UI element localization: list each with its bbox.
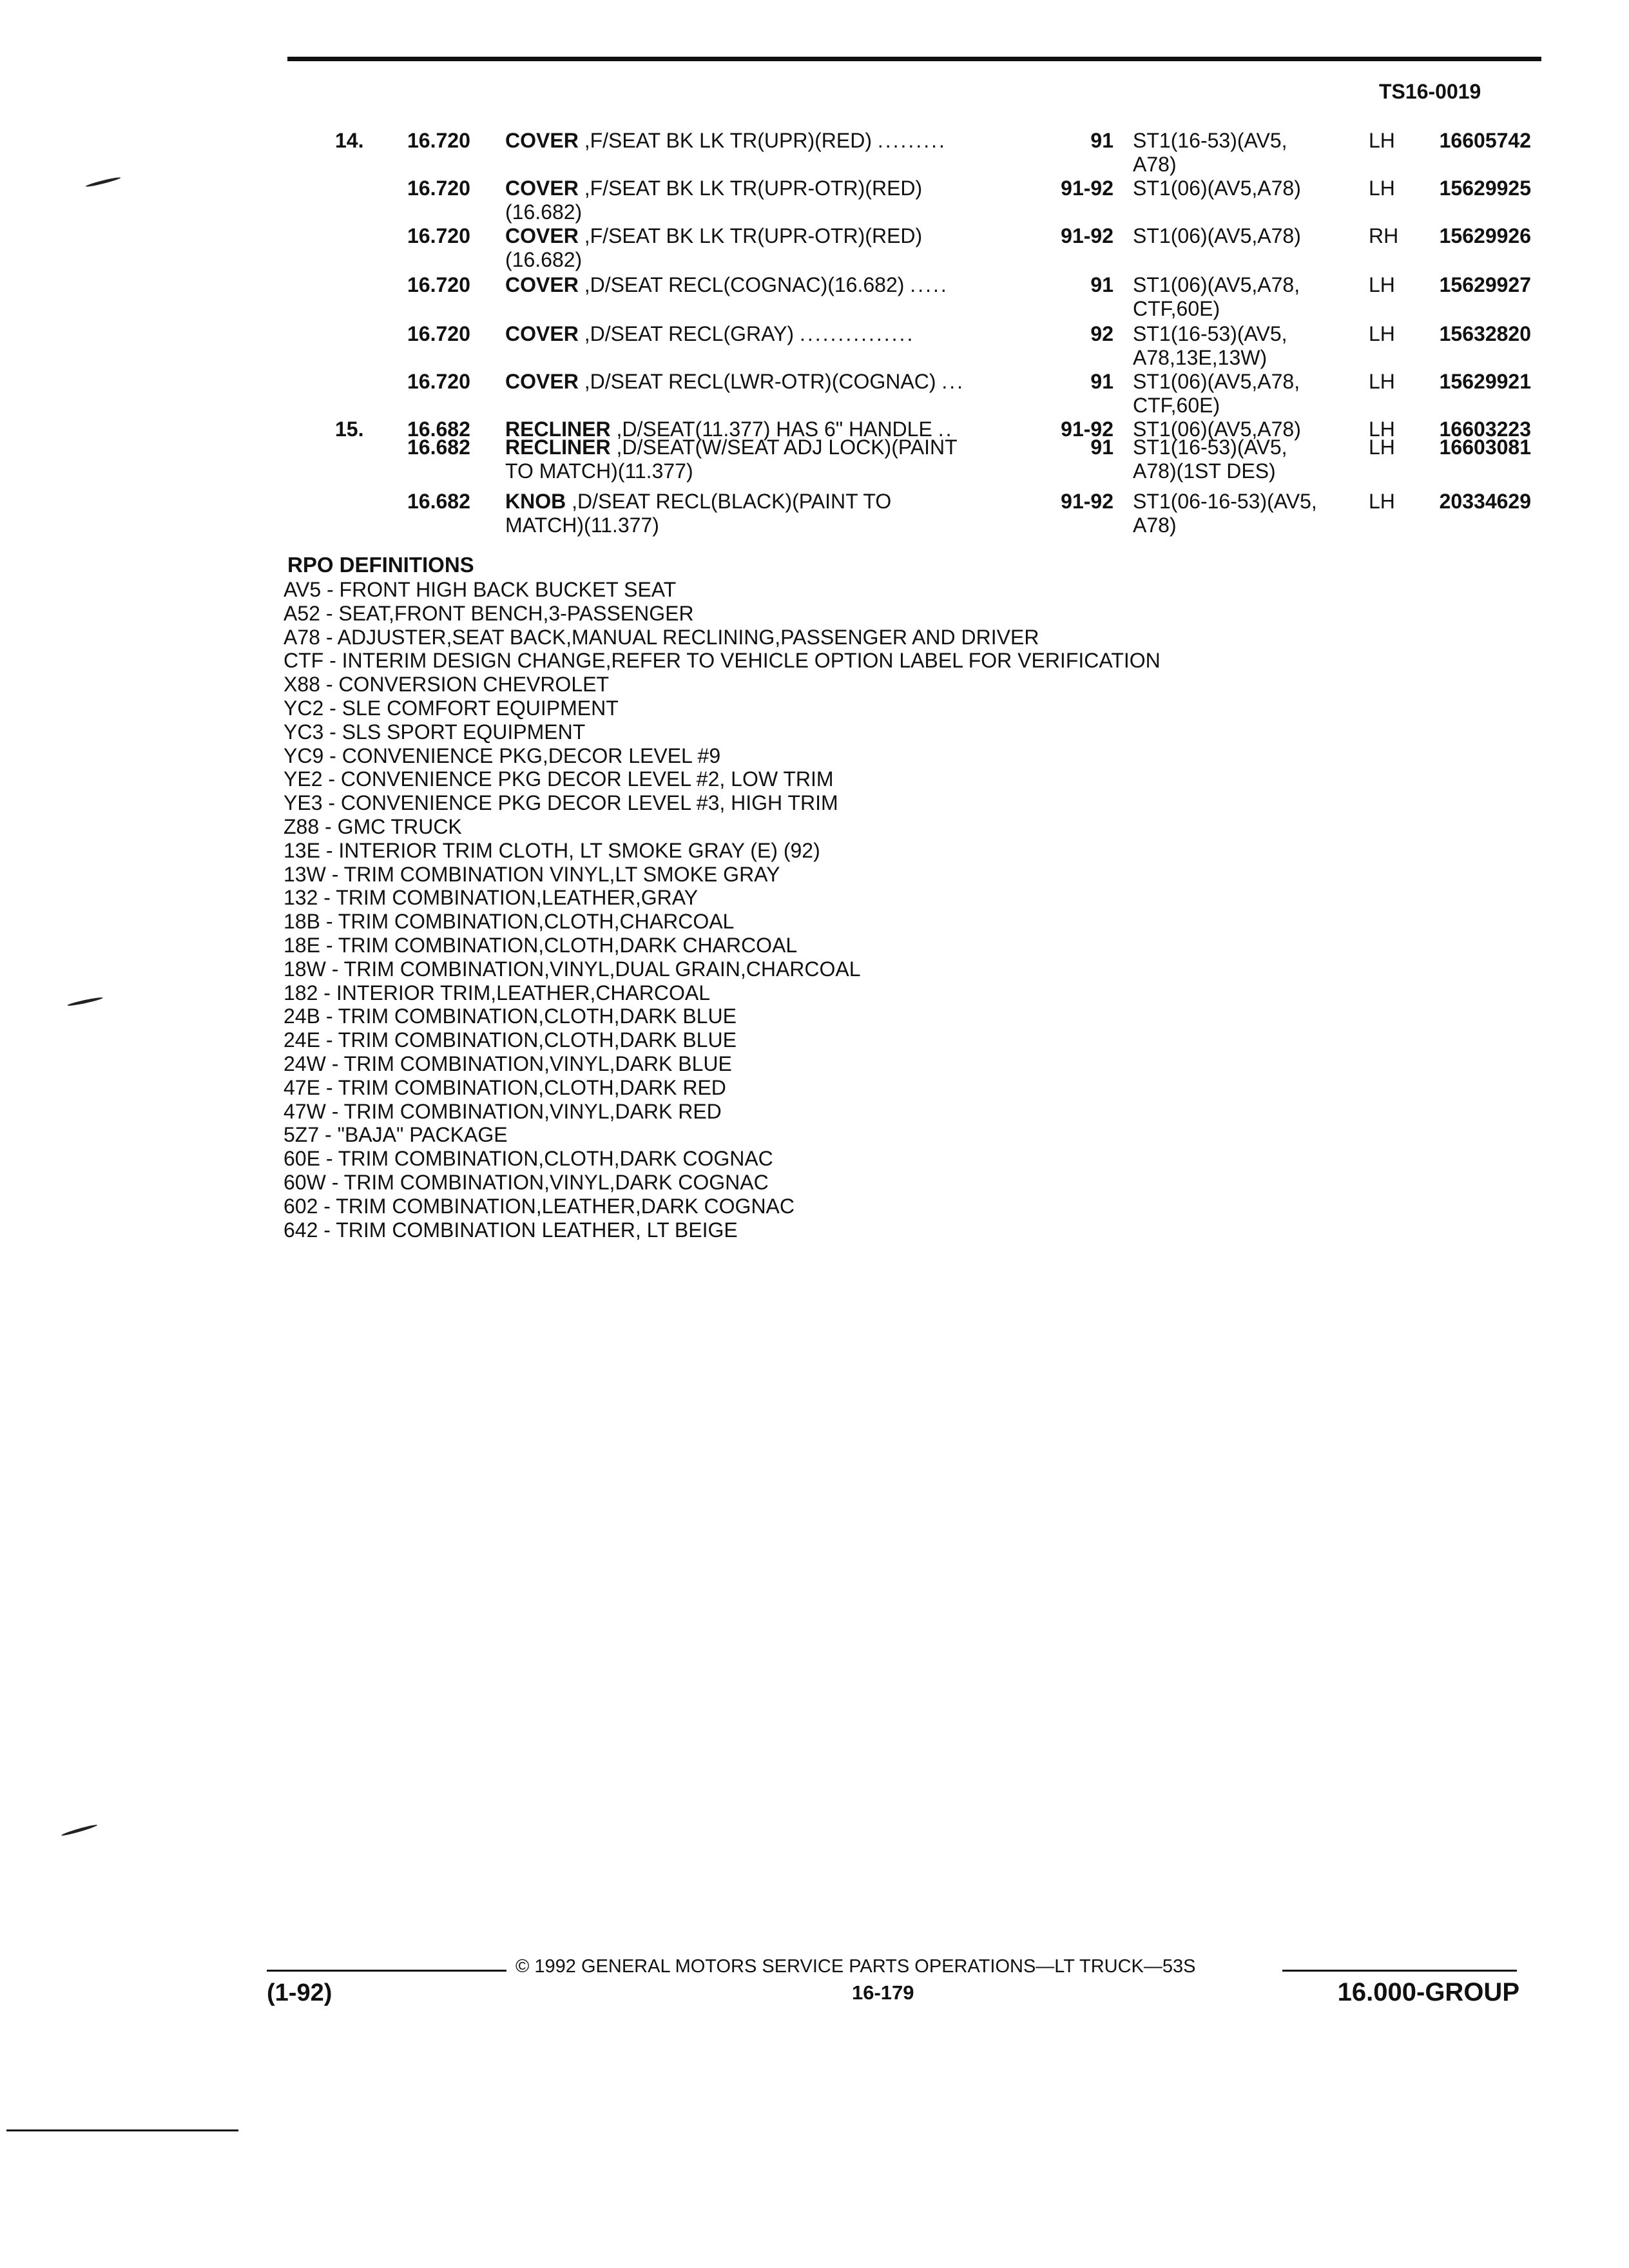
footer-revision: (1-92) [267,1979,333,2006]
rpo-definition: 60W - TRIM COMBINATION,VINYL,DARK COGNAC [284,1170,769,1194]
side: RH [1369,224,1399,247]
bottom-scan-line [6,2129,238,2131]
description-line: ,D/SEAT RECL(COGNAC)(16.682) [584,273,905,296]
part-number: 15629927 [1439,273,1531,296]
group-number: 16.682 [407,490,470,513]
application-line: ST1(06)(AV5,A78) [1133,224,1301,247]
part-description [505,490,891,537]
rpo-definition: 18W - TRIM COMBINATION,VINYL,DUAL GRAIN,CHARCOAL [284,957,861,981]
application-line: ST1(16-53)(AV5, [1133,322,1287,345]
side: LH [1369,490,1395,513]
rpo-definitions-list [284,578,1161,1242]
part-name: COVER [505,177,579,200]
part-number: 16605742 [1439,129,1531,152]
model-year: 91 [1090,436,1113,459]
group-number: 16.720 [407,273,470,296]
application-line: A78)(1ST DES) [1133,459,1276,483]
application [1133,129,1287,177]
description-line: ,F/SEAT BK LK TR(UPR-OTR)(RED) [584,177,923,200]
side: LH [1369,418,1395,441]
application-line: ST1(16-53)(AV5, [1133,129,1287,152]
part-number: 15629926 [1439,224,1531,247]
part-description [505,177,922,224]
application-line: ST1(06)(AV5,A78) [1133,177,1301,200]
side: LH [1369,129,1395,152]
footer-page-number: 16-179 [852,1981,914,2004]
description-line: ,F/SEAT BK LK TR(UPR-OTR)(RED) [584,224,923,247]
part-description [505,129,947,153]
application [1133,436,1287,483]
rpo-definition: Z88 - GMC TRUCK [284,814,462,838]
description-line: ,D/SEAT RECL(GRAY) [584,322,795,345]
group-number: 16.720 [407,322,470,345]
description-line: ,D/SEAT RECL(BLACK)(PAINT TO [572,490,892,513]
application [1133,177,1301,200]
application-line: A78) [1133,153,1177,176]
rpo-definition: 24E - TRIM COMBINATION,CLOTH,DARK BLUE [284,1028,737,1052]
rpo-definition: 5Z7 - "BAJA" PACKAGE [284,1123,508,1147]
description-line: ,D/SEAT(W/SEAT ADJ LOCK)(PAINT [616,436,958,459]
group-number: 16.682 [407,418,470,441]
rpo-definition: 47W - TRIM COMBINATION,VINYL,DARK RED [284,1099,722,1123]
model-year: 91 [1090,129,1113,152]
leader-dots: ............... [799,322,915,345]
description-line: ,F/SEAT BK LK TR(UPR)(RED) [584,129,872,152]
application-line: ST1(16-53)(AV5, [1133,436,1287,459]
part-number: 16603081 [1439,436,1531,459]
description-line: ,D/SEAT RECL(LWR-OTR)(COGNAC) [584,370,936,393]
model-year: 91 [1090,370,1113,393]
footer-copyright: © 1992 GENERAL MOTORS SERVICE PARTS OPERATIONS—LT TRUCK—53S [516,1956,1196,1977]
side: LH [1369,273,1395,296]
footer-rule-right [1282,1970,1517,1972]
description-line: (16.682) [505,200,583,224]
rpo-definition: YE3 - CONVENIENCE PKG DECOR LEVEL #3, HIGH TRIM [284,791,838,815]
scan-mark [61,1823,97,1837]
leader-dots: ......... [877,129,947,152]
application [1133,322,1287,370]
description-line: (16.682) [505,248,583,271]
rpo-definition: YE2 - CONVENIENCE PKG DECOR LEVEL #2, LOW TRIM [284,767,834,791]
scan-mark [67,996,103,1007]
group-number: 16.682 [407,436,470,459]
group-number: 16.720 [407,370,470,393]
model-year: 92 [1090,322,1113,345]
footer-rule-left [267,1970,506,1972]
description-line: ,D/SEAT(11.377) HAS 6" HANDLE [616,418,932,441]
description-line: MATCH)(11.377) [505,514,659,537]
leader-dots: ..... [910,273,949,296]
part-description [505,273,949,297]
part-description [505,436,958,483]
rpo-definition: AV5 - FRONT HIGH BACK BUCKET SEAT [284,578,677,601]
part-name: COVER [505,370,579,393]
rpo-definition: 13W - TRIM COMBINATION VINYL,LT SMOKE GRAY [284,862,780,886]
application-line: CTF,60E) [1133,394,1220,417]
part-name: COVER [505,224,579,247]
group-number: 16.720 [407,129,470,152]
rpo-definition: 642 - TRIM COMBINATION LEATHER, LT BEIGE [284,1218,738,1242]
rpo-definition: 24W - TRIM COMBINATION,VINYL,DARK BLUE [284,1052,732,1075]
side: LH [1369,177,1395,200]
part-number: 15629925 [1439,177,1531,200]
footer-group-label: 16.000-GROUP [1337,1978,1519,2006]
description-line: TO MATCH)(11.377) [505,459,693,483]
leader-dots: ... [941,370,965,393]
rpo-definition: YC2 - SLE COMFORT EQUIPMENT [284,696,619,720]
part-description [505,322,914,346]
application-line: A78) [1133,514,1177,537]
application-line: ST1(06)(AV5,A78) [1133,418,1301,441]
rpo-definition: A78 - ADJUSTER,SEAT BACK,MANUAL RECLINING,PASSENGER AND DRIVER [284,625,1039,649]
rpo-definition: 18B - TRIM COMBINATION,CLOTH,CHARCOAL [284,910,735,934]
rpo-definition: 13E - INTERIOR TRIM CLOTH, LT SMOKE GRAY (E) (92) [284,838,820,862]
item-number: 15. [335,418,364,441]
part-name: RECLINER [505,418,611,441]
application [1133,370,1300,418]
model-year: 91-92 [1061,418,1113,441]
rpo-definitions-title: RPO DEFINITIONS [287,553,474,577]
part-number: 15632820 [1439,322,1531,345]
application-line: ST1(06)(AV5,A78, [1133,273,1300,296]
model-year: 91-92 [1061,224,1113,247]
rpo-definition: 24B - TRIM COMBINATION,CLOTH,DARK BLUE [284,1004,737,1028]
leader-dots: .. [938,418,954,441]
part-name: COVER [505,129,579,152]
side: LH [1369,370,1395,393]
part-name: COVER [505,273,579,296]
side: LH [1369,322,1395,345]
part-number: 15629921 [1439,370,1531,393]
part-description [505,224,922,272]
part-number: 16603223 [1439,418,1531,441]
part-number: 20334629 [1439,490,1531,513]
rpo-definition: X88 - CONVERSION CHEVROLET [284,673,609,697]
rpo-definition: 18E - TRIM COMBINATION,CLOTH,DARK CHARCOAL [284,933,798,957]
rpo-definition: YC3 - SLS SPORT EQUIPMENT [284,720,586,744]
part-description [505,370,965,394]
part-name: RECLINER [505,436,611,459]
part-name: COVER [505,322,579,345]
document-id: TS16-0019 [1379,80,1481,103]
rpo-definition: 182 - INTERIOR TRIM,LEATHER,CHARCOAL [284,981,711,1004]
model-year: 91-92 [1061,177,1113,200]
rpo-definition: CTF - INTERIM DESIGN CHANGE,REFER TO VEHICLE OPTION LABEL FOR VERIFICATION [284,649,1161,673]
application [1133,273,1300,321]
application-line: CTF,60E) [1133,297,1220,320]
rpo-definition: 47E - TRIM COMBINATION,CLOTH,DARK RED [284,1075,726,1099]
application-line: A78,13E,13W) [1133,346,1268,369]
application-line: ST1(06-16-53)(AV5, [1133,490,1317,513]
part-name: KNOB [505,490,566,513]
header-rule [287,57,1541,61]
side: LH [1369,436,1395,459]
model-year: 91-92 [1061,490,1113,513]
rpo-definition: 60E - TRIM COMBINATION,CLOTH,DARK COGNAC [284,1147,773,1171]
scan-mark [85,176,121,187]
application-line: ST1(06)(AV5,A78, [1133,370,1300,393]
group-number: 16.720 [407,177,470,200]
group-number: 16.720 [407,224,470,247]
model-year: 91 [1090,273,1113,296]
application [1133,490,1317,537]
rpo-definition: YC9 - CONVENIENCE PKG,DECOR LEVEL #9 [284,744,721,767]
rpo-definition: 132 - TRIM COMBINATION,LEATHER,GRAY [284,886,699,910]
rpo-definition: 602 - TRIM COMBINATION,LEATHER,DARK COGNAC [284,1194,795,1218]
rpo-definition: A52 - SEAT,FRONT BENCH,3-PASSENGER [284,601,694,625]
application [1133,224,1301,248]
item-number: 14. [335,129,364,152]
